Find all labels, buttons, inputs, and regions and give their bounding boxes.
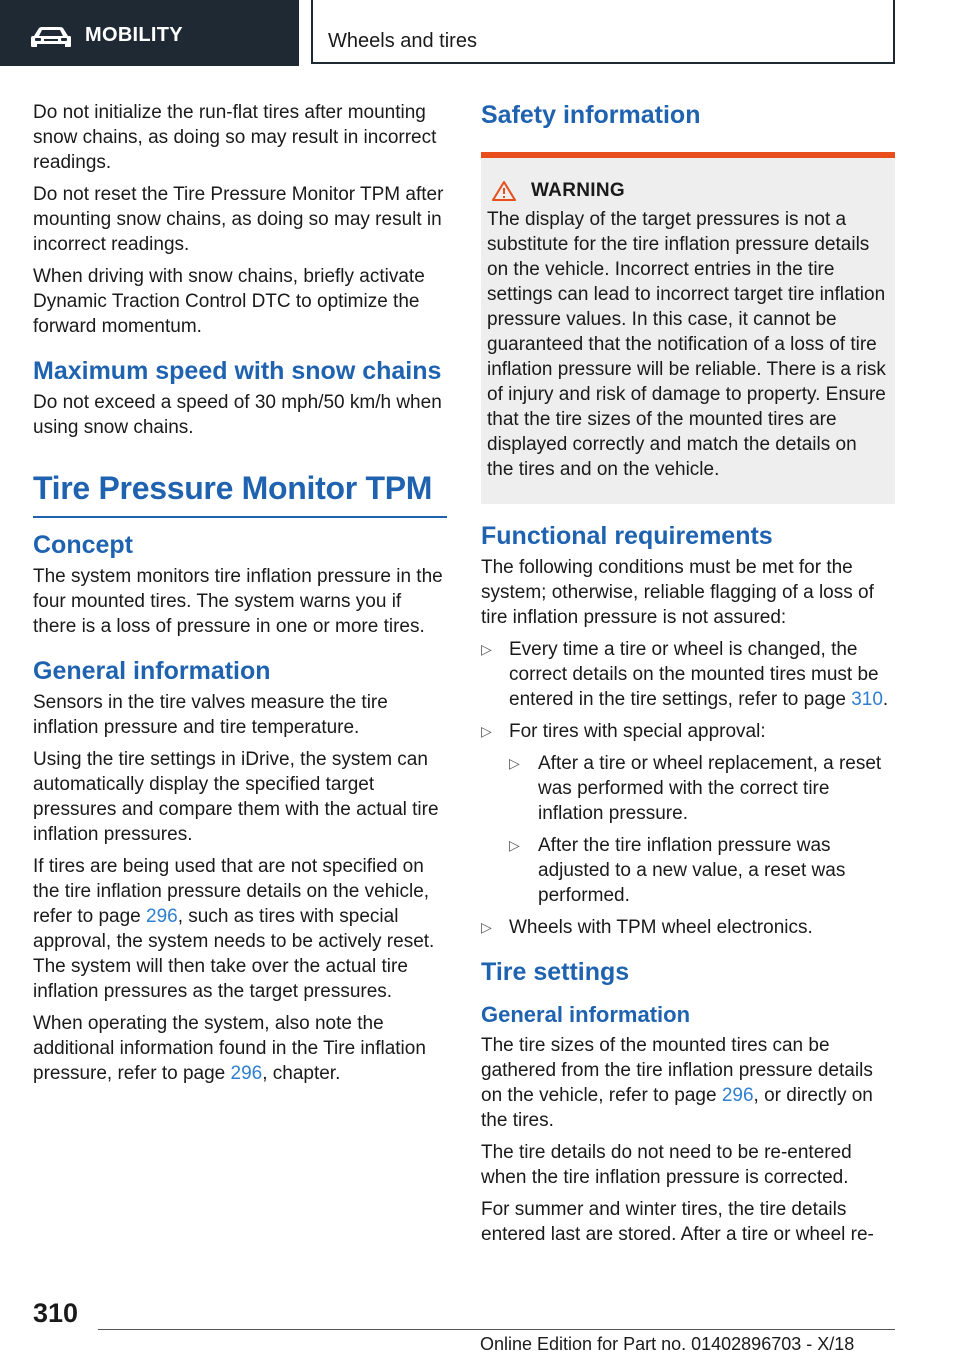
footer-divider	[98, 1329, 895, 1330]
page-link[interactable]: 296	[146, 906, 178, 927]
concept-heading: Concept	[33, 531, 133, 559]
warning-header	[487, 178, 887, 203]
max-speed-heading: Maximum speed with snow chains	[33, 357, 442, 385]
safety-info-heading: Safety information	[481, 101, 701, 129]
tire-settings-heading: Tire settings	[481, 958, 630, 986]
warning-label: WARNING	[531, 180, 625, 201]
sub-list-item: ▷ After a tire or wheel replacement, a reset was performed with the correct tire inflation pressure.	[509, 751, 895, 826]
chapter-title-box	[311, 0, 895, 64]
section-tab[interactable]	[0, 0, 299, 66]
general-info-heading: General information	[33, 657, 271, 685]
tpm-chapter-heading: Tire Pressure Monitor TPM	[33, 468, 447, 518]
page-link[interactable]: 296	[230, 1063, 263, 1084]
section-label: MOBILITY	[85, 24, 183, 46]
snow-chain-paragraph-1: Do not initialize the run-flat tires after mounting snow chains, as doing so may result in incorrect readings.	[33, 102, 437, 173]
functional-requirements-text: The following conditions must be met for the system; otherwise, reliable flagging of a loss of tire inflation pressure is not assured:	[481, 557, 874, 628]
car-icon	[30, 26, 72, 48]
list-item: ▷ Every time a tire or wheel is changed, the correct details on the mounted tires must be entered in the tire settings, refer to page 310.	[481, 637, 895, 712]
warning-box	[481, 152, 895, 504]
page-link[interactable]: 296	[721, 1085, 754, 1106]
chapter-title: Wheels and tires	[328, 30, 477, 52]
tire-settings-paragraph-2: The tire details do not need to be re-entered when the tire inflation pressure is corrected.	[481, 1142, 852, 1188]
sub-list-item: ▷ After the tire inflation pressure was adjusted to a new value, a reset was performed.	[509, 833, 895, 908]
right-column	[481, 100, 895, 1254]
page-link[interactable]: 310	[851, 689, 883, 710]
list-item: ▷ For tires with special approval: ▷ After a tire or wheel replacement, a reset was performed with the correct tire inflation pressure. ▷ After the tire inflation pressure was adjusted to a new value, a reset was performed.	[481, 719, 895, 908]
sub-list	[509, 751, 895, 908]
snow-chain-paragraph-3: When driving with snow chains, briefly activate Dynamic Traction Control DTC to optimize the forward momentum.	[33, 266, 425, 337]
tire-settings-general-heading: General information	[481, 1002, 691, 1027]
functional-requirements-heading: Functional requirements	[481, 522, 773, 550]
left-column	[33, 100, 447, 1093]
list-item: ▷ Wheels with TPM wheel electronics.	[481, 915, 895, 940]
tire-settings-paragraph-3: For summer and winter tires, the tire details entered last are stored. After a tire or wheel re-	[481, 1199, 874, 1245]
max-speed-text: Do not exceed a speed of 30 mph/50 km/h when using snow chains.	[33, 392, 442, 438]
warning-text: The display of the target pressures is not a substitute for the tire inflation pressure details on the vehicle. Incorrect entries in the tire settings can lead to incorrect target tire inflation pressure values. In this case, it cannot be guaranteed that the notification of a loss of tire inflation pressure will be reliable. There is a risk of injury and risk of damage to property. Ensure that the tire sizes of the mounted tires are displayed correctly and match the details on the tires and on the vehicle.	[487, 209, 886, 480]
snow-chain-paragraph-2: Do not reset the Tire Pressure Monitor TPM after mounting snow chains, as doing so may result in incorrect readings.	[33, 184, 444, 255]
general-info-paragraph-2: Using the tire settings in iDrive, the system can automatically display the specified target pressures and compare them with the actual tire inflation pressures.	[33, 749, 439, 845]
tire-settings-paragraph-1: The tire sizes of the mounted tires can be gathered from the tire inflation pressure details on the vehicle, refer to page 296, or directly on the tires.	[481, 1035, 873, 1131]
page-header	[0, 0, 960, 66]
concept-text: The system monitors tire inflation pressure in the four mounted tires. The system warns you if there is a loss of pressure in one or more tires.	[33, 566, 443, 637]
edition-note: Online Edition for Part no. 01402896703 - X/18	[480, 1334, 855, 1354]
general-info-paragraph-4: When operating the system, also note the additional information found in the Tire inflation pressure, refer to page 296, chapter.	[33, 1013, 426, 1084]
general-info-paragraph-1: Sensors in the tire valves measure the tire inflation pressure and tire temperature.	[33, 692, 388, 738]
general-info-paragraph-3: If tires are being used that are not specified on the tire inflation pressure details on the vehicle, refer to page 296, such as tires with special approval, the system needs to be actively reset. The system will then take over the actual tire inflation pressures as the target pressures.	[33, 856, 435, 1002]
warning-triangle-icon	[491, 180, 517, 202]
requirements-list	[481, 637, 895, 940]
page-number: 310	[33, 1298, 79, 1328]
